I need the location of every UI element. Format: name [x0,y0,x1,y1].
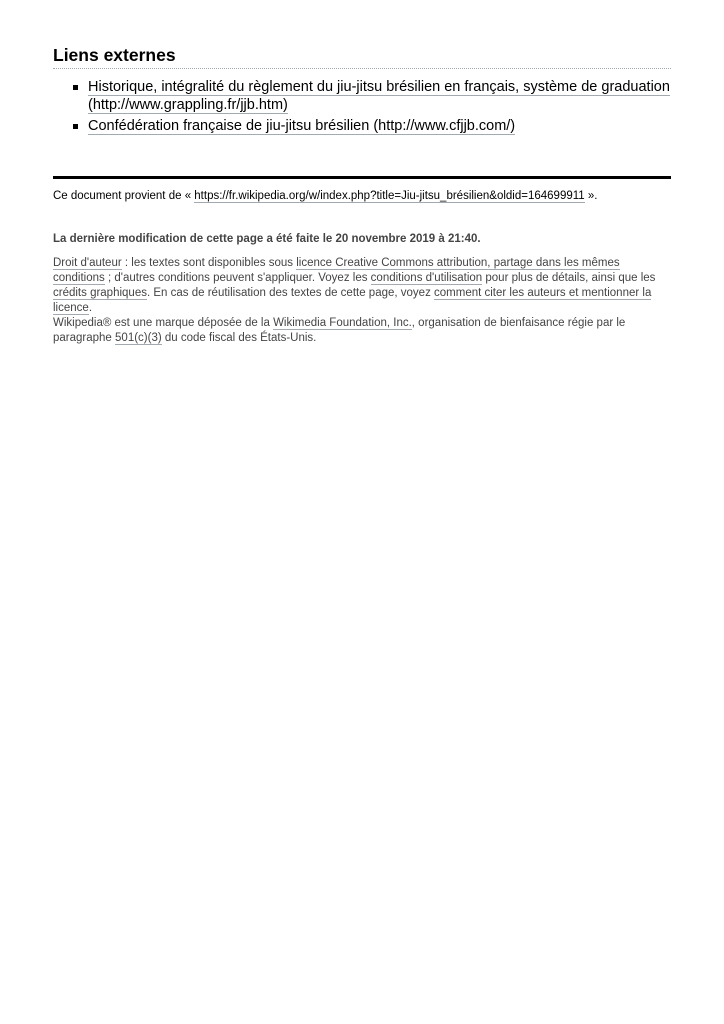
trademark-text: du code fiscal des États-Unis. [161,332,317,344]
list-item [53,117,671,135]
external-link-cfjjb[interactable]: Confédération française de jiu-jitsu brésilien (http://www.cfjjb.com/) [88,118,516,134]
footer-divider [53,176,671,179]
last-modified-notice: La dernière modification de cette page a été faite le 20 novembre 2019 à 21:40. [53,233,481,245]
license-notice [53,256,671,346]
source-suffix: ». [584,190,598,202]
source-prefix: Ce document provient de « [53,190,195,202]
trademark-text: Wikipedia® est une marque déposée de la [53,317,274,329]
external-links-list [53,78,671,138]
tax-code-link[interactable]: 501(c)(3) [115,332,162,344]
terms-of-use-link[interactable]: conditions d'utilisation [370,272,483,284]
wikimedia-foundation-link[interactable]: Wikimedia Foundation, Inc. [273,317,412,329]
trademark-text: , organisation de bienfaisance régie par le paragraphe [53,317,626,344]
external-link-grappling[interactable]: Historique, intégralité du règlement du jiu-jitsu brésilien en français, système de graduation (http://www.grappling.fr/jjb.htm) [88,79,670,113]
square-bullet-icon [73,85,78,90]
list-item [53,78,671,114]
source-notice [53,189,671,204]
cite-authors-link[interactable]: comment citer les auteurs et mentionner la licence [53,287,652,314]
license-text: : les textes sont disponibles sous [121,257,297,269]
license-text: ; d'autres conditions peuvent s'appliquer. Voyez les [104,272,371,284]
copyright-link[interactable]: Droit d'auteur [53,257,122,269]
image-credits-link[interactable]: crédits graphiques [53,287,147,299]
source-permalink[interactable]: https://fr.wikipedia.org/w/index.php?title=Jiu-jitsu_brésilien&oldid=164699911 [194,190,585,202]
license-text: . En cas de réutilisation des textes de cette page, voyez [146,287,435,299]
square-bullet-icon [73,124,78,129]
cc-license-link[interactable]: licence Creative Commons attribution, partage dans les mêmes conditions [53,257,620,284]
license-text: . [88,302,93,314]
license-text: pour plus de détails, ainsi que les [482,272,656,284]
section-title-external-links: Liens externes [53,43,671,69]
